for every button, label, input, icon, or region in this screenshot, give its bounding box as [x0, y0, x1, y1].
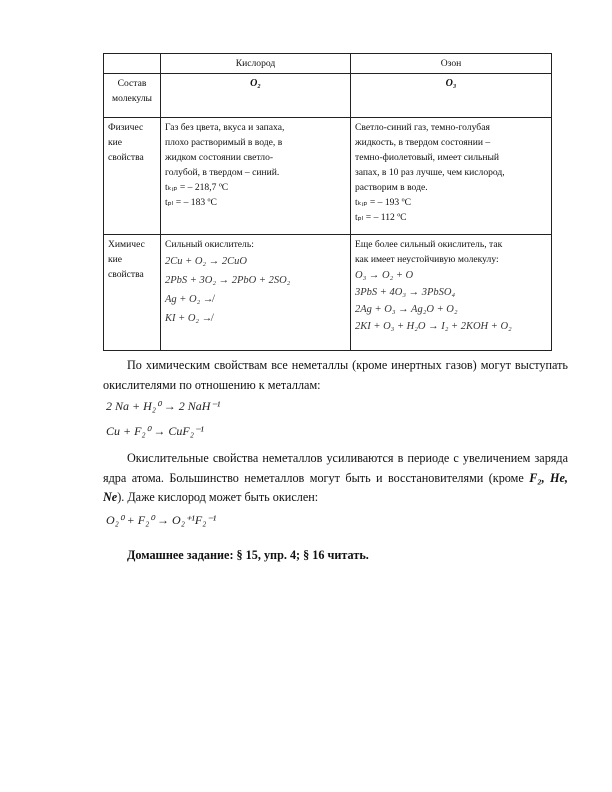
ozone-physical-properties: Светло-синий газ, темно-голубая жидкость, в твердом состоянии – темно-фиолетовый, имеет сильный запах, в 10 раз лучше, чем кислород, растворим в воде. tₖᵢₚ = – 193 ºС tₚₗ = – 112 ºС [351, 118, 552, 235]
row-composition [104, 74, 552, 118]
oxygen-chemical-properties: Сильный окислитель: 2Cu + O₂ → 2CuO 2PbS + 3O₂ → 2PbO + 2SO₂ Ag + O₂ ↛ KI + O₂ ↛ [161, 235, 351, 351]
ozone-formula: O₃ [351, 74, 552, 118]
paragraph-oxidizers: По химическим свойствам все неметаллы (кроме инертных газов) могут выступать окислителями по отношению к металлам: [103, 358, 568, 392]
row-chemical [104, 235, 552, 351]
comparison-table [103, 53, 552, 351]
header-oxygen: Кислород [161, 54, 351, 74]
table-header-row [104, 54, 552, 74]
row-physical [104, 118, 552, 235]
homework: Домашнее задание: § 15, упр. 4; § 16 читать. [127, 548, 369, 562]
row-label-physical: Физичес кие свойства [104, 118, 161, 235]
equation-sodium-hydrogen: 2 Na + H₂⁰ → 2 NaH⁻¹ [106, 399, 221, 413]
reaction-equation: Ag + O₂ ↛ [165, 294, 214, 305]
row-label-composition: Состав молекулы [104, 74, 161, 118]
reaction-equation: O₃ → O₂ + O [355, 270, 414, 281]
reaction-equation: 2Cu + O₂ → 2CuO [165, 256, 247, 267]
oxygen-formula: O₂ [161, 74, 351, 118]
ozone-chemical-properties: Еще более сильный окислитель, так как имеет неустойчивую молекулу: O₃ → O₂ + O 3PbS + 4O₃ → 3PbSO₄ 2Ag + O₃ → Ag₂O + O₂ 2KI + O₃ + H₂O → I₂ + 2KOH + O₂ [351, 235, 552, 351]
oxygen-physical-properties: Газ без цвета, вкуса и запаха, плохо растворимый в воде, в жидком состоянии светло- голубой, в твердом – синий. tₖᵢₚ = – 218,7 ºС tₚₗ = – 183 ºС [161, 118, 351, 235]
reaction-equation: 2PbS + 3O₂ → 2PbO + 2SO₂ [165, 275, 291, 286]
equation-oxygen-fluorine: O₂⁰ + F₂⁰ → O₂⁺¹F₂⁻¹ [106, 513, 217, 527]
reaction-equation: 3PbS + 4O₃ → 3PbSO₄ [355, 287, 456, 298]
reaction-equation: KI + O₂ ↛ [165, 313, 213, 324]
reaction-equation: 2Ag + O₃ → Ag₂O + O₂ [355, 304, 458, 315]
element-list: F₂, He, Ne [103, 470, 568, 504]
header-empty [104, 54, 161, 74]
equation-copper-fluorine: Cu + F₂⁰ → CuF₂⁻¹ [106, 424, 204, 438]
paragraph-reducers: Окислительные свойства неметаллов усиливаются в периоде с увеличением заряда ядра атома. Большинство неметаллов могут быть и восстановителями (кроме F₂, He, Ne). Даже кислород может быть окислен: [103, 451, 568, 504]
row-label-chemical: Химичес кие свойства [104, 235, 161, 351]
header-ozone: Озон [351, 54, 552, 74]
reaction-equation: 2KI + O₃ + H₂O → I₂ + 2KOH + O₂ [355, 321, 512, 332]
